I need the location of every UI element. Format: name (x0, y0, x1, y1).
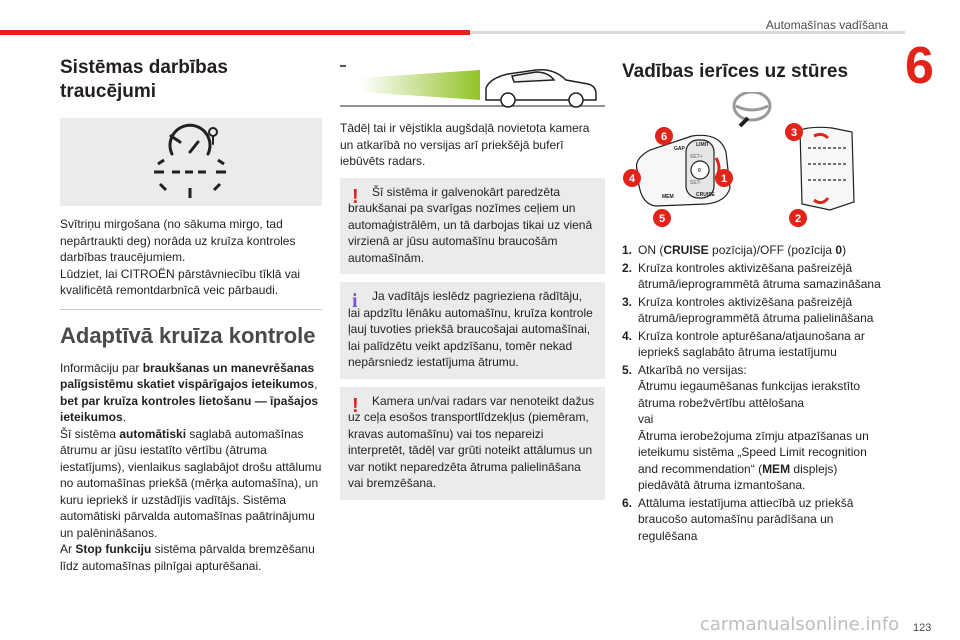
section-title-acc: Adaptīvā kruīza kontrole (60, 322, 316, 348)
switch-label-gap: GAP (674, 146, 685, 152)
list-item-number: 5. (622, 362, 633, 377)
list-item-text (638, 294, 884, 327)
list-item (622, 495, 884, 545)
list-item-text (638, 260, 884, 293)
warning-icon: ! (352, 185, 359, 208)
acc-reference-paragraph (60, 360, 322, 426)
list-item (622, 362, 884, 494)
text-run-bold: braukšanas un manevrēšanas palīgsistēmu skatiet vispārīgajos ieteikumos (60, 360, 315, 391)
callout-3: 3 (790, 127, 798, 139)
text-run: Kruīza kontroles aktivizēšana pašreizējā ātrumā/ieprogrammētā ātruma palielināšana (638, 294, 874, 325)
warning-note-text: Kamera un/vai radars var nenoteikt dažus uz ceļa esošos transportlīdzekļus (piemēram, kravas automašīnu) vai tos nepareizi interpretēt, tādēļ var grūti noteikt attālumus un var notikt neparedzēta ātruma palielināšana vai bremzēšana. (348, 393, 595, 490)
acc-stop-paragraph (60, 541, 322, 574)
switch-label-limit: LIMIT (696, 142, 710, 148)
list-item-text (638, 328, 884, 361)
callout-6: 6 (660, 131, 668, 143)
text-run: displejs) piedāvātā ātruma izmantošana. (638, 461, 838, 492)
header-accent-bar (0, 30, 470, 35)
text-run: , (314, 377, 318, 391)
warning-note-detection (340, 387, 605, 500)
speedometer-dashes-icon (60, 118, 322, 206)
text-run: pozīcija)/OFF (pozīcija (708, 243, 836, 257)
text-run: . (122, 410, 127, 424)
sensor-intro: Tādēļ tai ir vējstikla augšdaļā novietota kamera un atkarībā no versijas arī priekšējā buferī iebūvēts radars. (340, 121, 590, 168)
page-number: 123 (913, 622, 932, 634)
list-item (622, 294, 884, 327)
list-item-number: 3. (622, 294, 633, 309)
text-run: Attāluma iestatījuma attiecībā uz priekšā braucošo automašīnu parādīšana un regulēšana (638, 495, 854, 543)
steering-controls-illustration (622, 92, 884, 232)
text-run: Šī sistēma (60, 426, 120, 441)
text-run: Informāciju par (60, 360, 143, 375)
list-item (622, 328, 884, 361)
text-run-bold: automātiski (119, 426, 187, 441)
fault-advice: Lūdziet, lai CITROËN pārstāvniecību tīklā vai kvalificētā remontdarbnīcā veic pārbaudi. (60, 266, 301, 297)
callout-1: 1 (720, 173, 728, 185)
section-divider (60, 309, 322, 310)
list-item-number: 4. (622, 328, 633, 343)
switch-label-mem: MEM (662, 194, 674, 200)
text-run: Atkarībā no versijas: (638, 362, 747, 377)
callout-5: 5 (658, 213, 666, 225)
running-header: Automašīnas vadīšana (765, 18, 888, 32)
column-left (60, 56, 322, 574)
column-right (622, 56, 884, 545)
text-run: Kruīza kontroles aktivizēšana pašreizējā ātrumā/ieprogrammētā ātruma samazināšana (638, 260, 881, 291)
car-sensor-illustration (340, 56, 605, 108)
control-legend-list (622, 242, 884, 544)
switch-label-cruise: CRUISE (696, 192, 715, 198)
list-item-number: 2. (622, 260, 633, 275)
text-run: 0 (835, 243, 843, 257)
list-item-number: 1. (622, 243, 633, 257)
text-run: sistēma pārvalda bremzēšanu līdz automašīnas pilnīgai apturēšanai. (60, 542, 315, 573)
car-radar-icon (340, 56, 605, 108)
text-run-bold: Stop funkciju (75, 542, 152, 556)
text-run: Ātruma ierobežojuma zīmju atpazīšanas un ieteikumu sistēma „Speed Limit recognition and recommendation“ ( (638, 428, 869, 476)
list-item (622, 260, 884, 293)
steering-stalk-diagram (622, 92, 884, 232)
text-run: saglabā automašīnas ātrumu ar jūsu iestatīto vērtību (ātruma iestatījums), vienlaikus saglabājot drošu attālumu no automašīnas priekšā (mērķa automašīna), un kuru iepriekš ir uzstādījis vadītājs. Sistēma automātiski pārvalda automašīnas paātrinājumu un palēnināšanos. (60, 426, 322, 540)
info-icon: i (352, 290, 358, 312)
text-run: ON ( (638, 243, 664, 257)
column-middle (340, 56, 605, 500)
steering-wheel-icon (734, 92, 770, 126)
info-note-overtaking (340, 282, 605, 379)
switch-label-set-plus: SET+ (690, 154, 703, 160)
text-run: ) (842, 243, 847, 257)
switch-label-set-minus: SET- (690, 180, 702, 186)
list-item-text (638, 362, 884, 494)
list-item-text (638, 242, 846, 259)
text-run: Ar (60, 542, 76, 556)
text-run: MEM (762, 461, 791, 476)
warning-note-roads (340, 178, 605, 275)
chapter-number: 6 (905, 37, 934, 95)
warning-icon: ! (352, 394, 359, 417)
text-run: Ātrumu iegaumēšanas funkcijas ierakstīto ātruma robežvērtību attēlošana (638, 379, 861, 410)
text-run-bold: bet par kruīza kontroles lietošanu — īpašajos ieteikumos (60, 393, 319, 424)
acc-description-paragraph (60, 426, 322, 542)
text-run: CRUISE (663, 243, 709, 257)
fault-warning-illustration (60, 118, 322, 206)
list-item (622, 242, 884, 259)
fault-description: Svītriņu mirgošana (no sākuma mirgo, tad nepārtraukti deg) norāda uz kruīza kontroles darbības traucējumiem. (60, 217, 296, 264)
info-note-text: Ja vadītājs ieslēdz pagrieziena rādītāju, lai apdzītu lēnāku automašīnu, kruīza kontrole ļauj tuvoties priekšā braucošajai automašīnai, lai palīdzētu veikt apdzīšanu, tomēr nekad nepārsniedz iestatījuma ātrumu. (348, 289, 593, 369)
text-run: vai (638, 412, 654, 426)
switch-label-zero: 0 (698, 168, 701, 174)
text-run: Kruīza kontrole apturēšana/atjaunošana ar iepriekš saglabāto ātruma iestatījumu (638, 328, 865, 359)
list-item-number: 6. (622, 495, 633, 510)
callout-2: 2 (794, 213, 802, 225)
heading-steering-controls: Vadības ierīces uz stūres (622, 61, 849, 82)
watermark: carmanualsonline.info (700, 614, 900, 635)
heading-system-faults: Sistēmas darbības traucējumi (60, 57, 228, 102)
list-item-text (638, 495, 884, 545)
callout-4: 4 (628, 173, 636, 185)
warning-note-text: Šī sistēma ir galvenokārt paredzēta braukšanai pa svarīgas nozīmes ceļiem un automaģistrālēm, un tā darbojas tikai uz vienā virzienā ar jūsu automašīnu braucošām automašīnām. (348, 184, 593, 265)
